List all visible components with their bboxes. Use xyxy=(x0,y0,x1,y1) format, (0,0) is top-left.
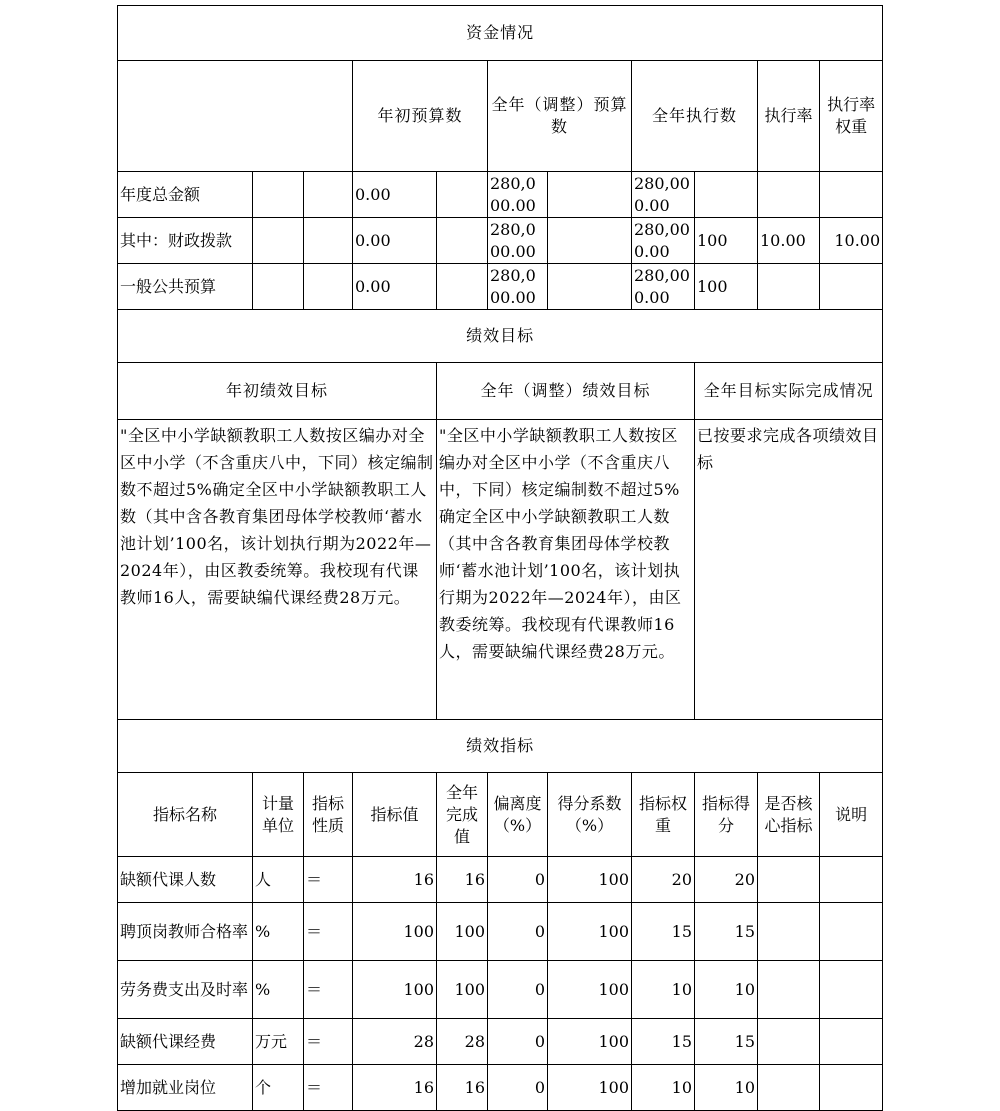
indicator-target: 100 xyxy=(353,961,437,1019)
funds-begin-value: 0.00 xyxy=(353,218,437,264)
indicator-deviation: 0 xyxy=(488,857,548,903)
funds-adjusted-value: 280,000.00 xyxy=(488,218,548,264)
indicator-deviation: 0 xyxy=(488,1019,548,1065)
header-weight: 指标权重 xyxy=(632,773,695,857)
header-unit: 计量单位 xyxy=(253,773,304,857)
indicators-header-row xyxy=(118,773,883,857)
indicator-nature: ＝ xyxy=(304,857,353,903)
indicator-note xyxy=(820,903,883,961)
indicator-weight: 10 xyxy=(632,1065,695,1111)
indicator-completed: 16 xyxy=(437,1065,488,1111)
indicator-deviation: 0 xyxy=(488,1065,548,1111)
indicator-coefficient: 100 xyxy=(548,961,632,1019)
header-rate-weight: 执行率权重 xyxy=(820,61,883,172)
indicator-unit: 个 xyxy=(253,1065,304,1111)
indicator-name: 缺额代课经费 xyxy=(118,1019,253,1065)
indicator-coefficient: 100 xyxy=(548,1019,632,1065)
indicators-section-title: 绩效指标 xyxy=(118,720,883,773)
goals-section-title: 绩效目标 xyxy=(118,310,883,363)
indicator-coefficient: 100 xyxy=(548,857,632,903)
indicator-completed: 28 xyxy=(437,1019,488,1065)
indicator-score: 10 xyxy=(695,961,758,1019)
funds-score-value xyxy=(820,264,883,310)
indicator-target: 100 xyxy=(353,903,437,961)
indicator-nature: ＝ xyxy=(304,1019,353,1065)
indicator-unit: 人 xyxy=(253,857,304,903)
indicators-section-title-row xyxy=(118,720,883,773)
header-budget-adjusted: 全年（调整）预算数 xyxy=(488,61,632,172)
indicator-weight: 20 xyxy=(632,857,695,903)
funds-rate-value xyxy=(695,172,758,218)
funds-row xyxy=(118,218,883,264)
indicator-name: 缺额代课人数 xyxy=(118,857,253,903)
indicator-row xyxy=(118,961,883,1019)
indicator-core xyxy=(758,903,820,961)
indicator-deviation: 0 xyxy=(488,903,548,961)
indicator-score: 20 xyxy=(695,857,758,903)
header-indicator-name: 指标名称 xyxy=(118,773,253,857)
indicator-unit: 万元 xyxy=(253,1019,304,1065)
header-note: 说明 xyxy=(820,773,883,857)
indicator-note xyxy=(820,1065,883,1111)
indicator-score: 10 xyxy=(695,1065,758,1111)
funds-row xyxy=(118,264,883,310)
funds-section-title-row xyxy=(118,6,883,61)
funds-weight-value xyxy=(758,172,820,218)
funds-weight-value xyxy=(758,264,820,310)
indicator-note xyxy=(820,961,883,1019)
header-execution: 全年执行数 xyxy=(632,61,758,172)
indicator-coefficient: 100 xyxy=(548,1065,632,1111)
funds-row-label: 年度总金额 xyxy=(118,172,253,218)
funds-begin-value: 0.00 xyxy=(353,264,437,310)
funds-executed-value: 280,000.00 xyxy=(632,218,695,264)
header-core: 是否核心指标 xyxy=(758,773,820,857)
adjusted-goal-text: "全区中小学缺额教职工人数按区编办对全区中小学（不含重庆八中，下同）核定编制数不超过5%确定全区中小学缺额教职工人数（其中含各教育集团母体学校教师‘蓄水池计划’100名，该计划执行期为2022年—2024年），由区教委统筹。我校现有代课教师16人，需要缺编代课经费28万元。 xyxy=(437,420,695,720)
actual-completion-text: 已按要求完成各项绩效目标 xyxy=(695,420,883,720)
funds-begin-value: 0.00 xyxy=(353,172,437,218)
indicator-weight: 15 xyxy=(632,1019,695,1065)
funds-score-value xyxy=(820,172,883,218)
indicator-weight: 15 xyxy=(632,903,695,961)
indicator-row xyxy=(118,1065,883,1111)
header-deviation: 偏离度（%） xyxy=(488,773,548,857)
header-coefficient: 得分系数（%） xyxy=(548,773,632,857)
funds-rate-value: 100 xyxy=(695,264,758,310)
indicator-core xyxy=(758,1065,820,1111)
funds-executed-value: 280,000.00 xyxy=(632,264,695,310)
funds-executed-value: 280,000.00 xyxy=(632,172,695,218)
indicator-note xyxy=(820,857,883,903)
funds-adjusted-value: 280,000.00 xyxy=(488,172,548,218)
funds-header-row xyxy=(118,61,883,172)
header-completed-value: 全年完成值 xyxy=(437,773,488,857)
funds-adjusted-value: 280,000.00 xyxy=(488,264,548,310)
funds-row-label: 一般公共预算 xyxy=(118,264,253,310)
header-actual-completion: 全年目标实际完成情况 xyxy=(695,363,883,420)
indicator-target: 28 xyxy=(353,1019,437,1065)
indicator-score: 15 xyxy=(695,1019,758,1065)
indicator-row xyxy=(118,857,883,903)
indicator-target: 16 xyxy=(353,857,437,903)
indicator-score: 15 xyxy=(695,903,758,961)
funds-section-title: 资金情况 xyxy=(118,6,883,61)
header-adjusted-goal: 全年（调整）绩效目标 xyxy=(437,363,695,420)
funds-rate-value: 100 xyxy=(695,218,758,264)
indicator-nature: ＝ xyxy=(304,961,353,1019)
indicator-target: 16 xyxy=(353,1065,437,1111)
header-initial-goal: 年初绩效目标 xyxy=(118,363,437,420)
funds-weight-value: 10.00 xyxy=(758,218,820,264)
indicator-unit: % xyxy=(253,961,304,1019)
indicator-name: 聘顶岗教师合格率 xyxy=(118,903,253,961)
funds-row xyxy=(118,172,883,218)
indicator-completed: 100 xyxy=(437,961,488,1019)
funds-score-value: 10.00 xyxy=(820,218,883,264)
indicator-completed: 16 xyxy=(437,857,488,903)
indicator-unit: % xyxy=(253,903,304,961)
indicator-coefficient: 100 xyxy=(548,903,632,961)
header-score: 指标得分 xyxy=(695,773,758,857)
funds-header-blank xyxy=(118,61,353,172)
indicator-deviation: 0 xyxy=(488,961,548,1019)
goals-content-row xyxy=(118,420,883,720)
indicator-core xyxy=(758,961,820,1019)
indicator-name: 劳务费支出及时率 xyxy=(118,961,253,1019)
initial-goal-text: "全区中小学缺额教职工人数按区编办对全区中小学（不含重庆八中，下同）核定编制数不超过5%确定全区中小学缺额教职工人数（其中含各教育集团母体学校教师‘蓄水池计划’100名，该计划执行期为2022年—2024年），由区教委统筹。我校现有代课教师16人，需要缺编代课经费28万元。 xyxy=(118,420,437,720)
indicator-nature: ＝ xyxy=(304,903,353,961)
goals-section-title-row xyxy=(118,310,883,363)
indicator-row xyxy=(118,903,883,961)
indicator-nature: ＝ xyxy=(304,1065,353,1111)
indicator-core xyxy=(758,857,820,903)
header-nature: 指标性质 xyxy=(304,773,353,857)
indicator-completed: 100 xyxy=(437,903,488,961)
indicator-name: 增加就业岗位 xyxy=(118,1065,253,1111)
header-rate: 执行率 xyxy=(758,61,820,172)
indicator-weight: 10 xyxy=(632,961,695,1019)
header-budget-begin: 年初预算数 xyxy=(353,61,488,172)
header-target-value: 指标值 xyxy=(353,773,437,857)
goals-header-row xyxy=(118,363,883,420)
funds-row-label: 其中：财政拨款 xyxy=(118,218,253,264)
performance-table xyxy=(117,5,883,1111)
